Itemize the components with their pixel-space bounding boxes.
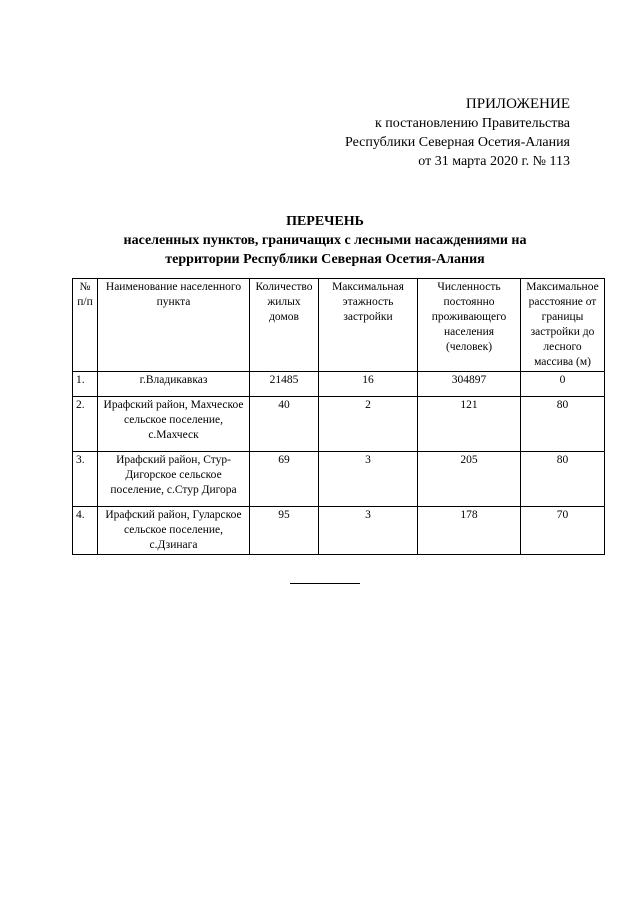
table-row xyxy=(73,397,605,452)
cell-population: 304897 xyxy=(418,372,521,397)
cell-max-distance: 80 xyxy=(521,397,605,452)
header-settlement-name: Наименование населенного пункта xyxy=(98,279,250,372)
appendix-decree-line: к постановлению Правительства xyxy=(374,116,570,131)
cell-max-floors: 3 xyxy=(319,452,418,507)
document-title xyxy=(70,212,580,269)
header-houses-count: Количество жилых домов xyxy=(250,279,319,372)
table-row xyxy=(73,452,605,507)
appendix-date-line: от 31 марта 2020 г. № 113 xyxy=(418,154,570,169)
cell-houses-count: 69 xyxy=(250,452,319,507)
cell-number: 3. xyxy=(73,452,98,507)
cell-settlement-name: г.Владикавказ xyxy=(98,372,250,397)
cell-population: 121 xyxy=(418,397,521,452)
cell-max-distance: 0 xyxy=(521,372,605,397)
cell-number: 4. xyxy=(73,507,98,555)
cell-houses-count: 40 xyxy=(250,397,319,452)
cell-max-floors: 2 xyxy=(319,397,418,452)
appendix-block xyxy=(345,95,570,171)
cell-settlement-name: Ирафский район, Гуларское сельское поселение, с.Дзинага xyxy=(98,507,250,555)
header-population: Численность постоянно проживающего населения (человек) xyxy=(418,279,521,372)
header-max-distance: Максимальное расстояние от границы застройки до лесного массива (м) xyxy=(521,279,605,372)
table-header-row xyxy=(73,279,605,372)
cell-population: 205 xyxy=(418,452,521,507)
header-max-floors: Максимальная этажность застройки xyxy=(319,279,418,372)
appendix-heading: ПРИЛОЖЕНИЕ xyxy=(465,96,570,112)
header-number: № п/п xyxy=(73,279,98,372)
appendix-republic-line: Республики Северная Осетия-Алания xyxy=(345,135,570,150)
closing-rule-divider xyxy=(290,583,360,584)
cell-number: 2. xyxy=(73,397,98,452)
cell-max-floors: 16 xyxy=(319,372,418,397)
cell-houses-count: 95 xyxy=(250,507,319,555)
title-line-1: ПЕРЕЧЕНЬ xyxy=(286,214,364,229)
cell-settlement-name: Ирафский район, Махческое сельское поселение, с.Махческ xyxy=(98,397,250,452)
cell-population: 178 xyxy=(418,507,521,555)
cell-max-distance: 80 xyxy=(521,452,605,507)
cell-settlement-name: Ирафский район, Стур-Дигорское сельское поселение, с.Стур Дигора xyxy=(98,452,250,507)
cell-max-floors: 3 xyxy=(319,507,418,555)
title-line-2: населенных пунктов, граничащих с лесными насаждениями на xyxy=(123,233,527,248)
cell-houses-count: 21485 xyxy=(250,372,319,397)
cell-max-distance: 70 xyxy=(521,507,605,555)
settlements-table xyxy=(72,278,605,555)
title-line-3: территории Республики Северная Осетия-Алания xyxy=(165,252,485,267)
cell-number: 1. xyxy=(73,372,98,397)
table-row xyxy=(73,507,605,555)
table-row xyxy=(73,372,605,397)
